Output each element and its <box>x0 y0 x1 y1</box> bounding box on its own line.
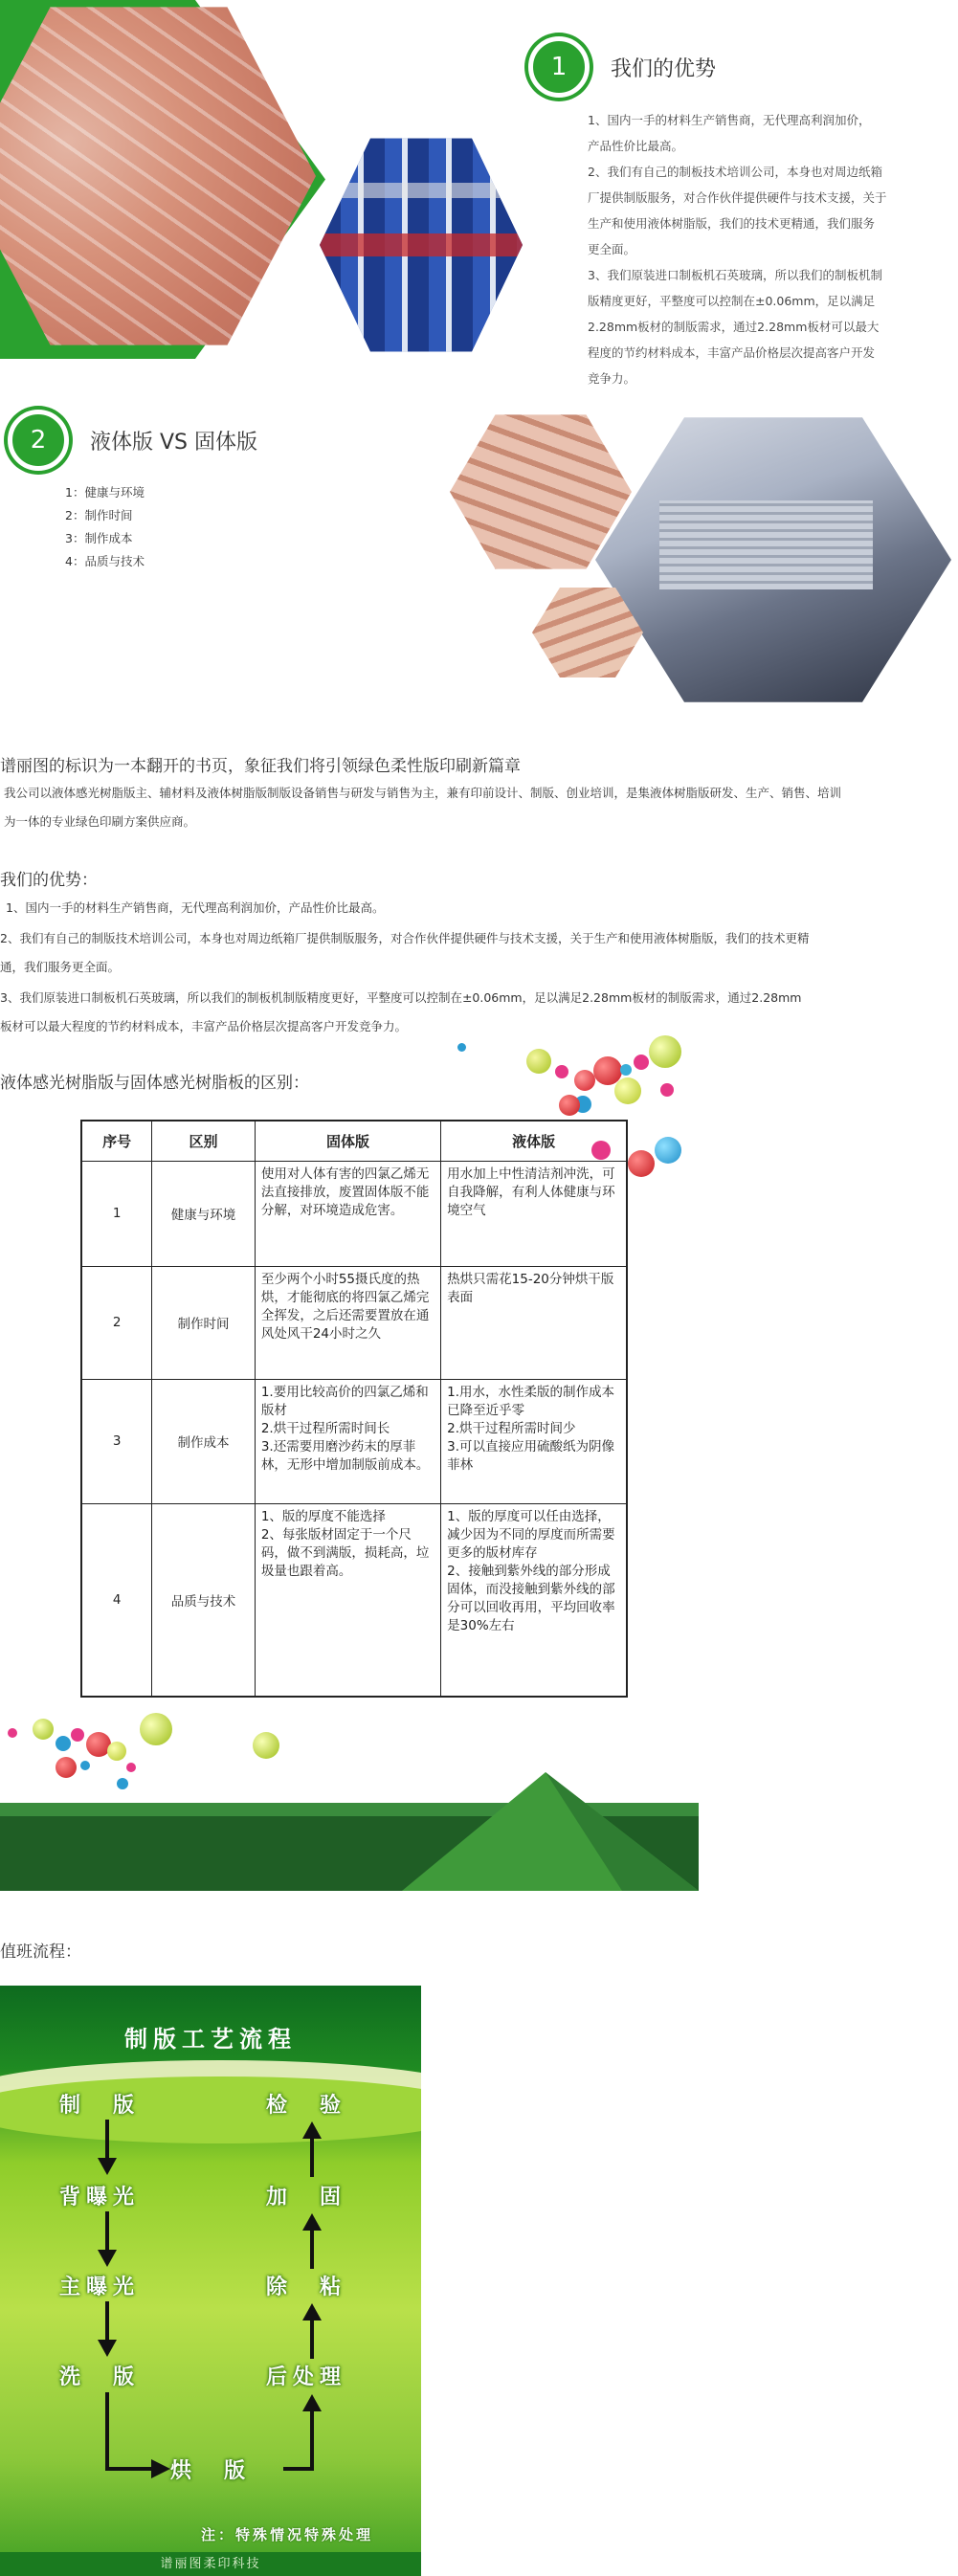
advantages-line-2: 2、我们有自己的制版技术培训公司，本身也对周边纸箱厂提供制版服务，对合作伙伴提供硬件与技术支援，关于生产和使用液体树脂版，我们的技术更精 <box>0 931 810 945</box>
cell-liquid: 热烘只需花15-20分钟烘干版表面 <box>441 1266 627 1379</box>
arrow-up-icon <box>301 2301 323 2359</box>
table-row <box>81 1379 627 1503</box>
cell-aspect: 制作时间 <box>152 1266 256 1379</box>
advantages-heading: 我们的优势： <box>0 871 98 890</box>
cell-liquid: 1、版的厚度可以任由选择，减少因为不同的厚度而所需要更多的版材库存 2、接触到紫外线的部分形成固体，而没接触到紫外线的部分可以回收再用，平均回收率是30%左右 <box>441 1503 627 1697</box>
compare-title: 液体版 VS 固体版 <box>90 431 258 455</box>
advantages-line-3: 通，我们服务更全面。 <box>0 960 121 974</box>
advantages-line-5: 板材可以最大程度的节约材料成本，丰富产品价格层次提高客户开发竞争力。 <box>0 1019 408 1033</box>
step-post-treatment: 后处理 <box>266 2365 347 2389</box>
arrow-down-icon <box>96 2301 119 2359</box>
poster-footer-logo: 谱丽图柔印科技 <box>0 2552 421 2576</box>
arrow-up-icon <box>301 2120 323 2177</box>
advantage-title: 我们的优势 <box>611 57 717 81</box>
step-main-exposure: 主曝光 <box>59 2276 141 2299</box>
step-drying: 烘 版 <box>170 2459 252 2483</box>
plate-photo <box>0 0 316 352</box>
advantages-line-4: 3、我们原装进口制板机石英玻璃，所以我们的制板机制版精度更好，平整度可以控制在±0.06mm，足以满足2.28mm板材的制版需求，通过2.28mm <box>0 990 802 1005</box>
arrow-up-icon <box>301 2211 323 2269</box>
cell-aspect: 健康与环境 <box>152 1161 256 1266</box>
intro-paragraph-line-2: 为一体的专业绿色印刷方案供应商。 <box>4 814 196 829</box>
col-header-liquid: 液体版 <box>441 1121 627 1161</box>
cell-solid: 1.要用比较高价的四氯乙烯和版材 2.烘干过程所需时间长 3.还需要用磨沙药末的厚菲林，无形中增加制版前成本。 <box>255 1379 440 1503</box>
arrow-down-icon <box>96 2120 119 2177</box>
cell-no: 3 <box>81 1379 152 1503</box>
cell-liquid: 用水加上中性清洁剂冲洗，可自我降解，有利人体健康与环境空气 <box>441 1161 627 1266</box>
poster-title: 制版工艺流程 <box>124 2026 297 2053</box>
intro-paragraph-line-1: 我公司以液体感光树脂版主、辅材料及液体树脂版制版设备销售与研发与销售为主，兼有印前设计、制版、创业培训，是集液体树脂版研发、生产、销售、培训 <box>4 786 842 800</box>
advantage-paragraph: 1、国内一手的材料生产销售商，无代理高利润加价， 产品性价比最高。 2、我们有自己的制板技术培训公司，本身也对周边纸箱 厂提供制版服务，对合作伙伴提供硬件与技术支援，关于 生产和使用液体树脂版，我们的技术更精通，我们服务 更全面。 3、我们原装进口制板机石英玻璃，所以我们的制板机制 版精度更好，平整度可以控制在±0.06mm，足以满足 2.28mm板材的制版需求，通过2.28mm板材可以最大 程度的节约材料成本，丰富产品价格层次提高客户开发 竞争力。 <box>588 113 887 386</box>
cell-liquid: 1.用水，水性柔版的制作成本已降至近乎零 2.烘干过程所需时间少 3.可以直接应用硫酸纸为阴像菲林 <box>441 1379 627 1503</box>
cell-solid: 至少两个小时55摄氏度的热烘，才能彻底的将四氯乙烯完全挥发，之后还需要置放在通风处风干24小时之久 <box>255 1266 440 1379</box>
advantages-line-1: 1、国内一手的材料生产销售商，无代理高利润加价，产品性价比最高。 <box>6 900 385 915</box>
process-poster <box>0 1986 421 2576</box>
cell-no: 2 <box>81 1266 152 1379</box>
table-header-row <box>81 1121 627 1161</box>
arrow-down-icon <box>96 2211 119 2269</box>
comparison-table <box>80 1120 628 1698</box>
intro-heading: 谱丽图的标识为一本翻开的书页，象征我们将引领绿色柔性版印刷新篇章 <box>0 757 521 776</box>
process-heading: 值班流程： <box>0 1943 81 1962</box>
step-plate-making: 制 版 <box>59 2094 141 2118</box>
section-number-1: 1 <box>528 36 590 98</box>
step-inspection: 检 验 <box>266 2094 347 2118</box>
col-header-no: 序号 <box>81 1121 152 1161</box>
poster-note: 注：特殊情况特殊处理 <box>201 2526 374 2543</box>
arrow-up-icon <box>283 2392 341 2484</box>
table-row <box>81 1161 627 1266</box>
table-heading: 液体感光树脂版与固体感光树脂板的区别： <box>0 1074 309 1093</box>
step-detack: 除 粘 <box>266 2276 347 2299</box>
cell-aspect: 制作成本 <box>152 1379 256 1503</box>
step-reinforce: 加 固 <box>266 2186 347 2210</box>
table-row <box>81 1503 627 1697</box>
cell-no: 1 <box>81 1161 152 1266</box>
section-number-2: 2 <box>8 410 69 471</box>
list-item: 2：制作时间 <box>65 508 133 522</box>
table-row <box>81 1266 627 1379</box>
step-back-exposure: 背曝光 <box>59 2186 141 2210</box>
cell-solid: 1、版的厚度不能选择 2、每张版材固定于一个尺码，做不到满版，损耗高，垃圾量也跟着高。 <box>255 1503 440 1697</box>
col-header-solid: 固体版 <box>255 1121 440 1161</box>
arrow-right-icon <box>96 2392 172 2484</box>
list-item: 3：制作成本 <box>65 531 133 545</box>
cell-no: 4 <box>81 1503 152 1697</box>
resin-drums-photo <box>320 134 523 356</box>
compare-list <box>65 481 314 573</box>
green-mountain-shape <box>402 1772 699 1891</box>
list-item: 1：健康与环境 <box>65 485 145 500</box>
cell-aspect: 品质与技术 <box>152 1503 256 1697</box>
step-washing: 洗 版 <box>59 2365 141 2389</box>
col-header-aspect: 区别 <box>152 1121 256 1161</box>
list-item: 4：品质与技术 <box>65 554 145 568</box>
cell-solid: 使用对人体有害的四氯乙烯无法直接排放，废置固体版不能分解，对环境造成危害。 <box>255 1161 440 1266</box>
machine-photo <box>595 411 951 708</box>
